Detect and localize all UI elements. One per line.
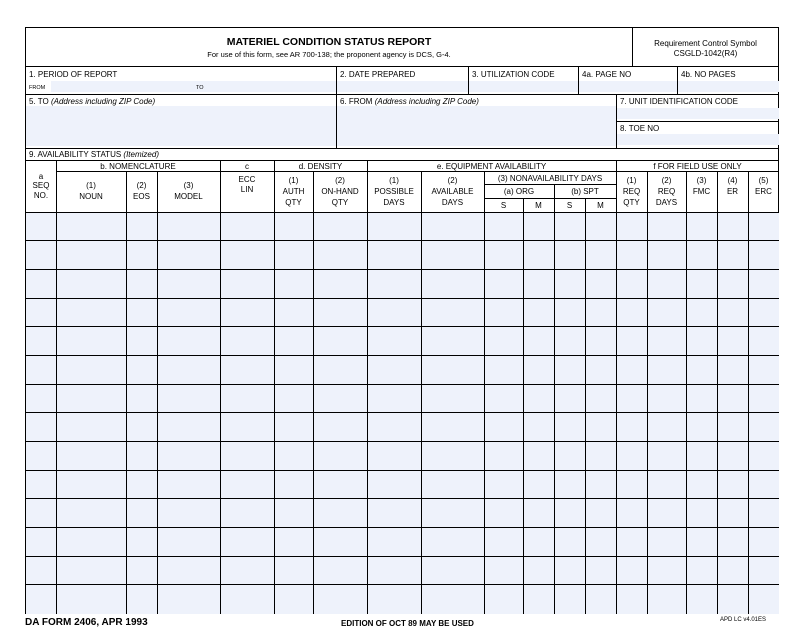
to-date-field[interactable] [216,81,336,92]
uic-field[interactable] [617,108,779,119]
available-header: AVAILABLE [431,187,474,196]
available-days-header: DAYS [441,198,464,207]
spt-s-header: S [566,201,573,210]
org-header: (a) ORG [503,187,535,196]
model-header: MODEL [174,192,203,201]
date-prepared-label: 2. DATE PREPARED [340,70,416,79]
req-days-sub: DAYS [655,198,678,207]
toe-no-field[interactable] [617,134,779,145]
eos-header: EOS [133,192,150,201]
lin-header: LIN [240,185,254,194]
utilization-code-field[interactable] [469,81,578,92]
req-days-header: REQ [657,187,676,196]
req-qty-sub: QTY [623,198,640,207]
spt-m-header: M [597,201,604,210]
equipment-availability-header: e. EQUIPMENT AVAILABILITY [436,162,547,171]
onhand-qty-header: QTY [331,198,349,207]
no-pages-label: 4b. NO PAGES [681,70,736,79]
edition-note: EDITION OF OCT 89 MAY BE USED [341,619,474,628]
rcs-label: Requirement Control Symbol [654,39,757,48]
req-days-num: (2) [661,176,672,185]
fmc-header: FMC [692,187,711,196]
noun-num: (1) [86,181,96,190]
from-address-label: 6. FROM (Address including ZIP Code) [340,97,479,106]
page-no-label: 4a. PAGE NO [582,70,632,79]
availability-status-label: 9. AVAILABILITY STATUS (Itemized) [29,150,159,159]
ecc-letter: c [245,162,249,171]
to-label: TO [196,85,204,91]
erc-num: (5) [758,176,769,185]
from-date-field[interactable] [51,81,217,92]
onhand-header: ON-HAND [321,187,359,196]
form-title: MATERIEL CONDITION STATUS REPORT [226,36,432,48]
nonavailability-header: (3) NONAVAILABILITY DAYS [497,174,603,183]
er-num: (4) [727,176,738,185]
seq-letter: a [38,172,44,181]
form-subtitle: For use of this form, see AR 700-138; the proponent agency is DCS, G-4. [207,50,451,59]
noun-header: NOUN [79,192,103,201]
toe-no-label: 8. TOE NO [620,124,660,133]
uic-label: 7. UNIT IDENTIFICATION CODE [620,97,738,106]
auth-header: AUTH [282,187,305,196]
auth-num: (1) [288,176,299,185]
org-s-header: S [500,201,507,210]
form-number: DA FORM 2406, APR 1993 [25,617,148,628]
ecc-header: ECC [238,175,256,184]
possible-num: (1) [389,176,399,185]
er-header: ER [726,187,739,196]
req-qty-header: REQ [622,187,641,196]
utilization-code-label: 3. UTILIZATION CODE [472,70,555,79]
seq-no-header: NO. [33,191,49,200]
materiel-condition-status-form [25,27,779,614]
possible-days-header: DAYS [383,198,405,207]
spt-header: (b) SPT [571,187,599,196]
date-prepared-field[interactable] [337,81,468,92]
fmc-num: (3) [696,176,707,185]
period-label: 1. PERIOD OF REPORT [29,70,118,79]
eos-num: (2) [136,181,147,190]
to-address-label: 5. TO (Address including ZIP Code) [29,97,156,106]
rcs-value: CSGLD-1042(R4) [673,49,738,58]
no-pages-field[interactable] [678,81,779,92]
model-num: (3) [183,181,194,190]
auth-qty-header: QTY [285,198,302,207]
nomenclature-header: b. NOMENCLATURE [100,162,176,171]
version-label: APD LC v4.01ES [720,617,767,623]
from-address-field[interactable] [337,106,616,146]
req-qty-num: (1) [626,176,637,185]
field-use-header: f FOR FIELD USE ONLY [653,162,742,171]
table-body-fill[interactable] [26,212,779,614]
from-label: FROM [29,85,46,91]
page-no-field[interactable] [579,81,677,92]
org-m-header: M [535,201,542,210]
to-address-field[interactable] [26,106,336,146]
possible-header: POSSIBLE [374,187,414,196]
erc-header: ERC [755,187,772,196]
seq-header: SEQ [32,181,50,190]
onhand-num: (2) [335,176,345,185]
density-header: d. DENSITY [298,162,343,171]
available-num: (2) [447,176,458,185]
